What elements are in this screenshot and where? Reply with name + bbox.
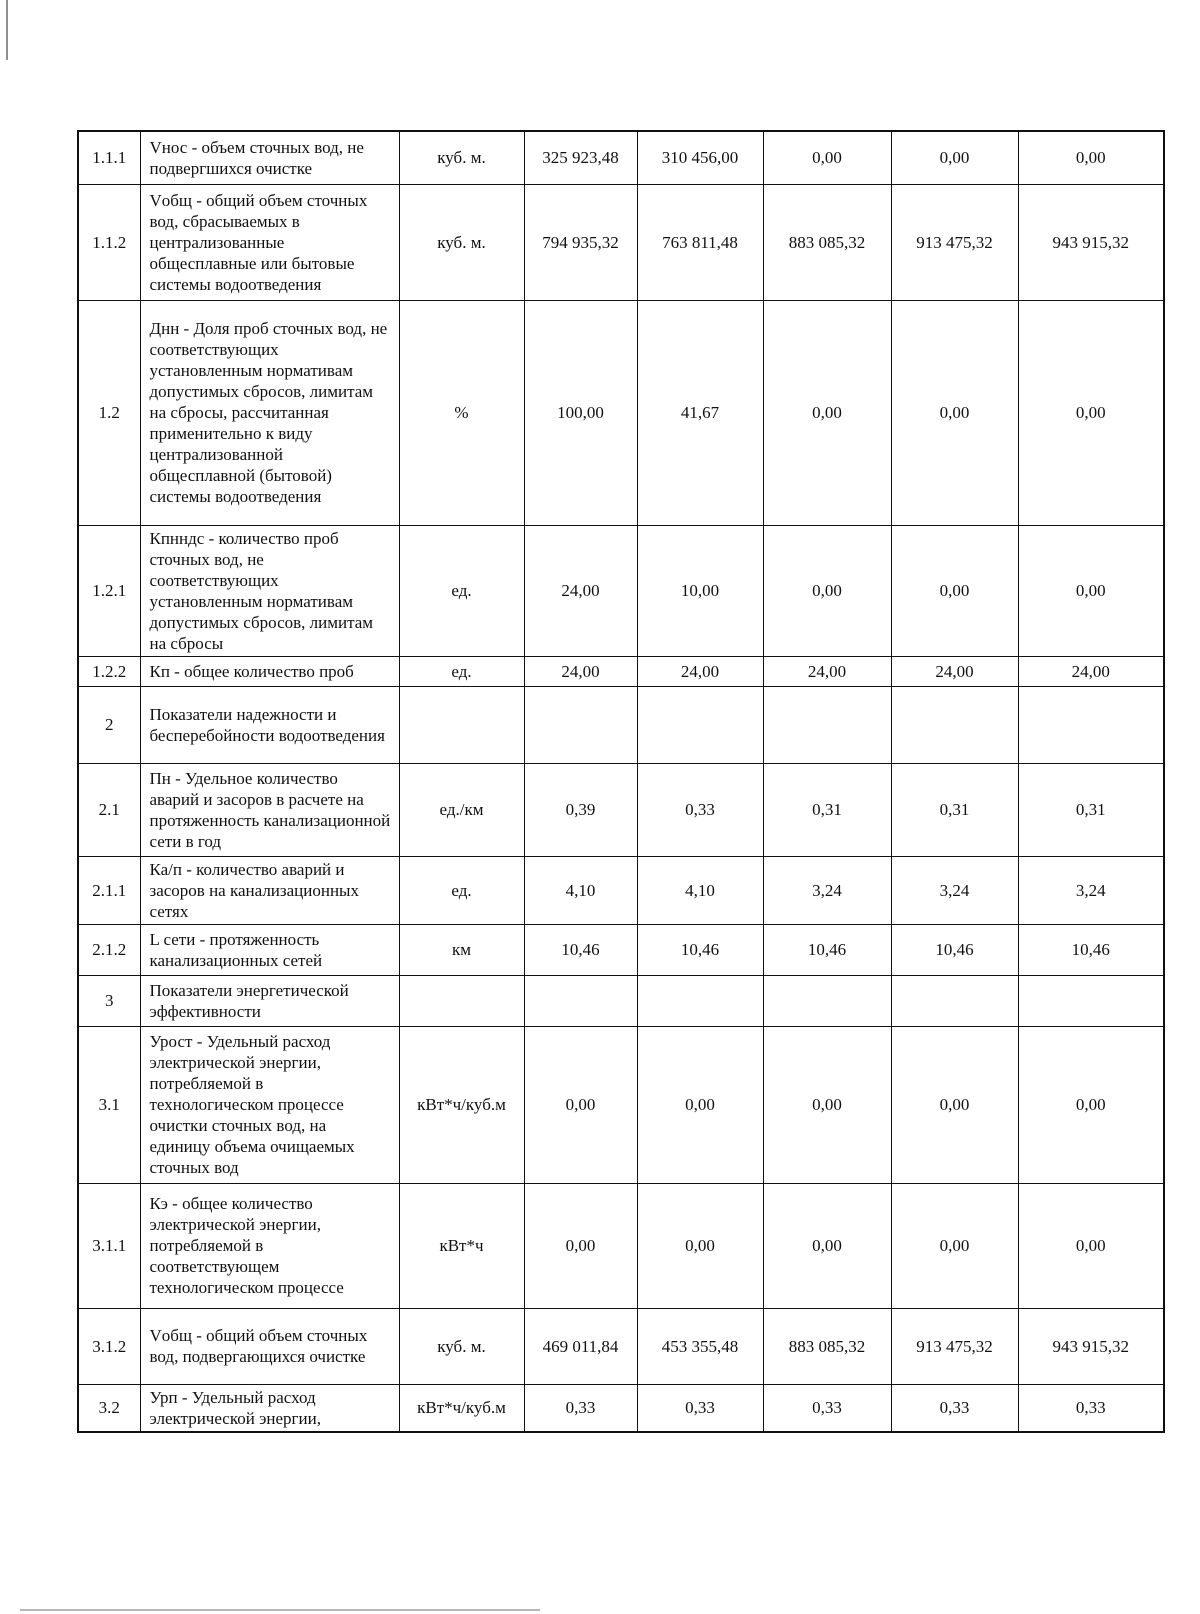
value-cell: [1018, 686, 1164, 763]
value-cell: 310 456,00: [637, 131, 763, 184]
value-cell: 10,00: [637, 525, 763, 656]
value-cell: 453 355,48: [637, 1308, 763, 1384]
value-cell: 10,46: [637, 924, 763, 975]
value-cell: 0,00: [637, 1183, 763, 1308]
value-cell: 943 915,32: [1018, 1308, 1164, 1384]
value-cell: 0,00: [1018, 525, 1164, 656]
table-row: [78, 686, 1164, 763]
value-cell: 913 475,32: [891, 1308, 1018, 1384]
value-cell: 0,33: [637, 763, 763, 856]
value-cell: 0,00: [637, 1026, 763, 1183]
row-number: 2.1.1: [78, 856, 140, 924]
value-cell: 10,46: [763, 924, 891, 975]
indicator-description: L сети - протяженность канализационных сетей: [140, 924, 399, 975]
value-cell: [891, 686, 1018, 763]
indicator-description: Показатели надежности и бесперебойности водоотведения: [140, 686, 399, 763]
table-row: [78, 1384, 1164, 1432]
value-cell: [763, 686, 891, 763]
row-number: 1.1.2: [78, 184, 140, 300]
indicator-description: Показатели энергетической эффективности: [140, 975, 399, 1026]
value-cell: 4,10: [637, 856, 763, 924]
indicator-description: Кп - общее количество проб: [140, 656, 399, 686]
indicator-description: Урост - Удельный расход электрической энергии, потребляемой в технологическом процессе очистки сточных вод, на единицу объема очищаемых сточных вод: [140, 1026, 399, 1183]
row-number: 3.1.1: [78, 1183, 140, 1308]
value-cell: 0,00: [1018, 1183, 1164, 1308]
table-row: [78, 1183, 1164, 1308]
table-row: [78, 184, 1164, 300]
value-cell: 24,00: [1018, 656, 1164, 686]
value-cell: 24,00: [524, 656, 637, 686]
value-cell: [524, 975, 637, 1026]
value-cell: [637, 975, 763, 1026]
value-cell: 3,24: [891, 856, 1018, 924]
unit-cell: км: [399, 924, 524, 975]
table-row: [78, 924, 1164, 975]
unit-cell: кВт*ч/куб.м: [399, 1026, 524, 1183]
value-cell: 24,00: [524, 525, 637, 656]
value-cell: 0,00: [1018, 300, 1164, 525]
table-row: [78, 525, 1164, 656]
value-cell: 0,31: [763, 763, 891, 856]
indicator-description: Урп - Удельный расход электрической энергии,: [140, 1384, 399, 1432]
unit-cell: ед.: [399, 525, 524, 656]
unit-cell: кВт*ч/куб.м: [399, 1384, 524, 1432]
value-cell: 0,00: [763, 1183, 891, 1308]
indicator-description: Ка/п - количество аварий и засоров на канализационных сетях: [140, 856, 399, 924]
value-cell: 0,00: [1018, 1026, 1164, 1183]
value-cell: 10,46: [1018, 924, 1164, 975]
unit-cell: ед./км: [399, 763, 524, 856]
value-cell: 883 085,32: [763, 184, 891, 300]
unit-cell: ед.: [399, 656, 524, 686]
indicator-description: Vобщ - общий объем сточных вод, сбрасываемых в централизованные общесплавные или бытовые системы водоотведения: [140, 184, 399, 300]
unit-cell: куб. м.: [399, 1308, 524, 1384]
row-number: 3: [78, 975, 140, 1026]
table-row: [78, 131, 1164, 184]
row-number: 1.1.1: [78, 131, 140, 184]
row-number: 3.1.2: [78, 1308, 140, 1384]
table-row: [78, 300, 1164, 525]
value-cell: 325 923,48: [524, 131, 637, 184]
value-cell: [891, 975, 1018, 1026]
row-number: 1.2: [78, 300, 140, 525]
value-cell: 0,33: [1018, 1384, 1164, 1432]
unit-cell: [399, 975, 524, 1026]
value-cell: 24,00: [763, 656, 891, 686]
value-cell: 0,00: [763, 300, 891, 525]
value-cell: 0,31: [1018, 763, 1164, 856]
value-cell: 0,31: [891, 763, 1018, 856]
indicator-description: Кпнндс - количество проб сточных вод, не соответствующих установленным нормативам допустимых сбросов, лимитам на сбросы: [140, 525, 399, 656]
row-number: 2.1.2: [78, 924, 140, 975]
value-cell: 0,00: [891, 131, 1018, 184]
row-number: 2.1: [78, 763, 140, 856]
value-cell: 24,00: [891, 656, 1018, 686]
value-cell: 0,00: [891, 525, 1018, 656]
value-cell: 0,33: [637, 1384, 763, 1432]
value-cell: 0,00: [891, 1183, 1018, 1308]
indicator-description: Пн - Удельное количество аварий и засоров в расчете на протяженность канализационной сети в год: [140, 763, 399, 856]
unit-cell: куб. м.: [399, 131, 524, 184]
value-cell: [1018, 975, 1164, 1026]
value-cell: [763, 975, 891, 1026]
value-cell: 0,00: [891, 1026, 1018, 1183]
table-row: [78, 1026, 1164, 1183]
value-cell: 794 935,32: [524, 184, 637, 300]
row-number: 3.1: [78, 1026, 140, 1183]
unit-cell: куб. м.: [399, 184, 524, 300]
value-cell: 4,10: [524, 856, 637, 924]
value-cell: 100,00: [524, 300, 637, 525]
value-cell: 469 011,84: [524, 1308, 637, 1384]
indicator-description: Днн - Доля проб сточных вод, не соответствующих установленным нормативам допустимых сбросов, лимитам на сбросы, рассчитанная применительно к виду централизованной общесплавной (бытовой) системы водоотведения: [140, 300, 399, 525]
value-cell: 0,33: [763, 1384, 891, 1432]
scan-edge-mark-bottom: [20, 1609, 540, 1611]
value-cell: 0,33: [524, 1384, 637, 1432]
table-row: [78, 1308, 1164, 1384]
scan-edge-mark-top: [6, 0, 8, 60]
value-cell: 3,24: [1018, 856, 1164, 924]
row-number: 3.2: [78, 1384, 140, 1432]
value-cell: 0,00: [763, 1026, 891, 1183]
value-cell: [524, 686, 637, 763]
row-number: 2: [78, 686, 140, 763]
value-cell: 0,39: [524, 763, 637, 856]
value-cell: 0,00: [1018, 131, 1164, 184]
unit-cell: %: [399, 300, 524, 525]
indicator-description: Vнос - объем сточных вод, не подвергшихся очистке: [140, 131, 399, 184]
value-cell: 913 475,32: [891, 184, 1018, 300]
value-cell: 24,00: [637, 656, 763, 686]
value-cell: 0,00: [524, 1026, 637, 1183]
value-cell: [637, 686, 763, 763]
value-cell: 0,33: [891, 1384, 1018, 1432]
indicators-table: [77, 130, 1165, 1433]
value-cell: 0,00: [763, 525, 891, 656]
value-cell: 763 811,48: [637, 184, 763, 300]
table-row: [78, 975, 1164, 1026]
unit-cell: [399, 686, 524, 763]
value-cell: 41,67: [637, 300, 763, 525]
row-number: 1.2.1: [78, 525, 140, 656]
value-cell: 943 915,32: [1018, 184, 1164, 300]
value-cell: 0,00: [524, 1183, 637, 1308]
unit-cell: кВт*ч: [399, 1183, 524, 1308]
value-cell: 0,00: [891, 300, 1018, 525]
value-cell: 10,46: [891, 924, 1018, 975]
value-cell: 0,00: [763, 131, 891, 184]
value-cell: 883 085,32: [763, 1308, 891, 1384]
indicator-description: Кэ - общее количество электрической энергии, потребляемой в соответствующем технологическом процессе: [140, 1183, 399, 1308]
value-cell: 10,46: [524, 924, 637, 975]
table-row: [78, 656, 1164, 686]
indicator-description: Vобщ - общий объем сточных вод, подвергающихся очистке: [140, 1308, 399, 1384]
value-cell: 3,24: [763, 856, 891, 924]
row-number: 1.2.2: [78, 656, 140, 686]
unit-cell: ед.: [399, 856, 524, 924]
table-row: [78, 856, 1164, 924]
table-row: [78, 763, 1164, 856]
